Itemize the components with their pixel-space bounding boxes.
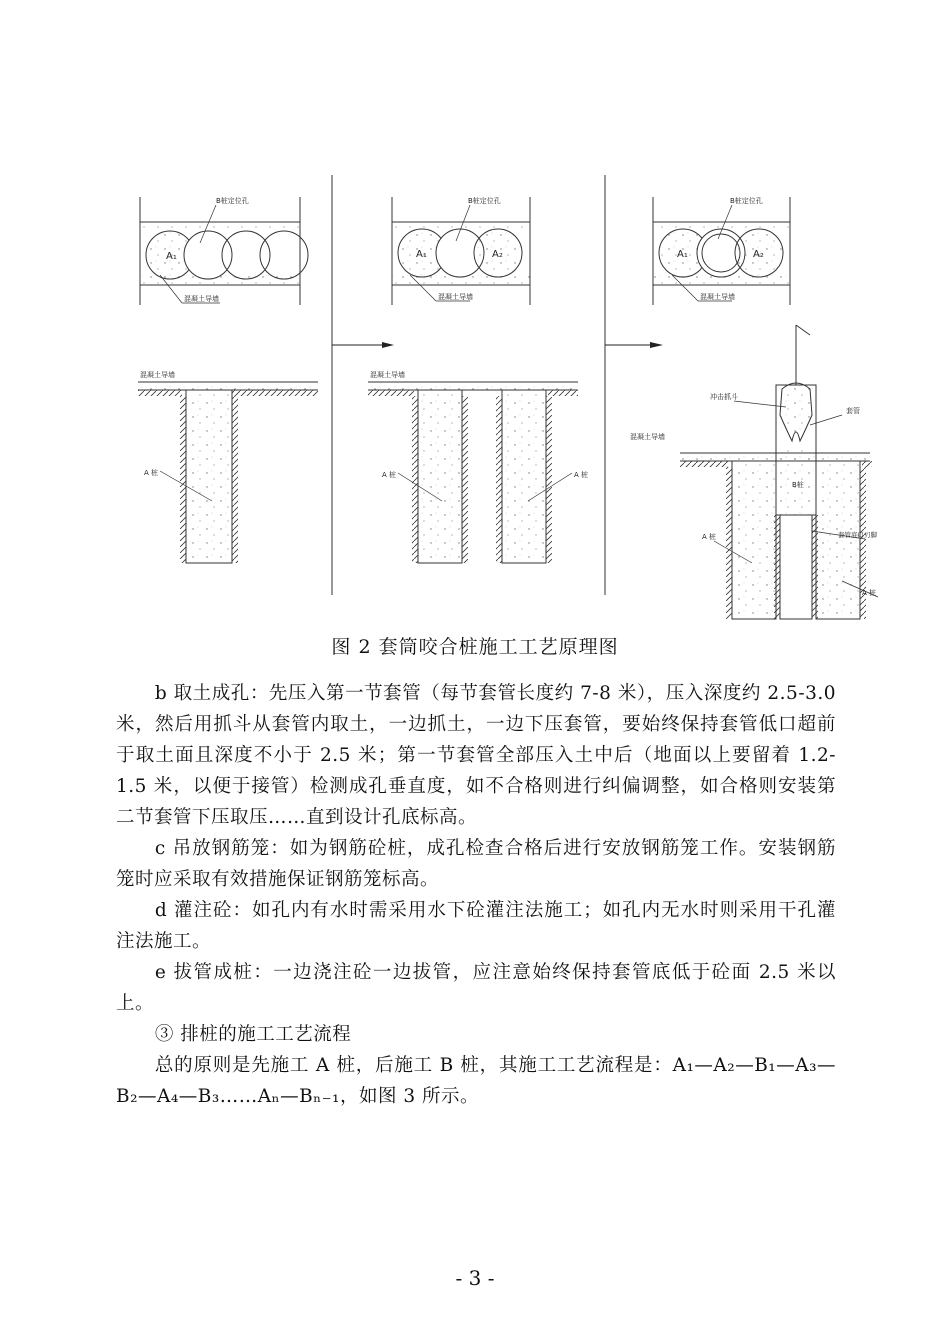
label-casing: 套管 xyxy=(846,407,860,415)
arrow-2-icon xyxy=(605,342,663,348)
panel2-section xyxy=(368,382,578,563)
label-wall-plan-2: 混凝土导墙 xyxy=(438,293,473,301)
body-text xyxy=(116,678,836,1112)
label-b-hole-1: B桩定位孔 xyxy=(216,197,249,205)
label-b-pile: B桩 xyxy=(792,481,804,489)
label-wall-plan-1: 混凝土导墙 xyxy=(184,295,219,303)
arrow-1-icon xyxy=(332,342,394,348)
label-a-pile-3l: A 桩 xyxy=(702,533,717,541)
label-a2-2: A₂ xyxy=(492,249,503,260)
label-b-hole-2: B桩定位孔 xyxy=(468,197,501,205)
label-wall-sec-3: 混凝土导墙 xyxy=(630,433,665,441)
label-a1-3: A₁ xyxy=(677,249,688,260)
panel3-plan xyxy=(653,197,790,305)
panel1-section xyxy=(138,382,318,563)
label-a-pile-2l: A 桩 xyxy=(382,471,397,479)
label-a-pile-2r: A 桩 xyxy=(574,471,589,479)
flow-sequence: A₁—A₂—B₁—A₃—B₂—A₄—B₃……Aₙ—Bₙ₋₁ xyxy=(116,1055,836,1107)
label-a-pile-3r: A 桩 xyxy=(862,589,877,597)
label-wall-sec-2: 混凝土导墙 xyxy=(370,371,405,379)
flow-text: 总的原则是先施工 A 桩，后施工 B 桩，其施工工艺流程是： xyxy=(154,1055,673,1076)
panel2-plan xyxy=(392,197,530,305)
paragraph-b: b 取土成孔：先压入第一节套管（每节套管长度约 7-8 米），压入深度约 2.5-3.0 米，然后用抓斗从套管内取土，一边抓土，一边下压套管，要始终保持套管低口超前于取土面且深度不小于 2.5 米；第一节套管全部压入土中后（地面以上要留着 1.2-1.5 米，以便于接管）检测成孔垂直度，如不合格则进行纠偏调整，如合格则安装第二节套管下压取压……直到设计孔底标高。 xyxy=(116,683,836,828)
page-number: - 3 - xyxy=(455,1266,495,1290)
paragraph-flow xyxy=(116,1050,836,1112)
paragraph-e: e 拔管成桩：一边浇注砼一边拔管，应注意始终保持套管底低于砼面 2.5 米以上。 xyxy=(116,962,836,1014)
label-a-pile-1: A 桩 xyxy=(144,469,159,477)
label-a1-1: A₁ xyxy=(166,251,177,262)
paragraph-d: d 灌注砼：如孔内有水时需采用水下砼灌注法施工；如孔内无水时则采用干孔灌注法施工。 xyxy=(116,900,836,952)
section-heading-3: ③ 排桩的施工工艺流程 xyxy=(154,1024,352,1045)
label-wall-sec-1: 混凝土导墙 xyxy=(140,371,175,379)
panel3-section xyxy=(680,325,878,619)
process-diagram xyxy=(120,175,880,635)
figure-caption: 图 2 套筒咬合桩施工工艺原理图 xyxy=(331,636,619,658)
diagram-svg xyxy=(120,175,880,635)
label-wall-plan-3: 混凝土导墙 xyxy=(700,293,735,301)
paragraph-c: c 吊放钢筋笼：如为钢筋砼桩，成孔检查合格后进行安放钢筋笼工作。安装钢筋笼时应采取有效措施保证钢筋笼标高。 xyxy=(116,838,836,890)
label-b-hole-3: B桩定位孔 xyxy=(730,197,763,205)
label-a2-3: A₂ xyxy=(753,249,764,260)
label-casing-edge: 套管底口刃脚 xyxy=(838,531,877,539)
label-a1-2: A₁ xyxy=(416,249,427,260)
label-impact-grab: 冲击抓斗 xyxy=(710,393,738,401)
flow-tail: ，如图 3 所示。 xyxy=(339,1086,479,1107)
